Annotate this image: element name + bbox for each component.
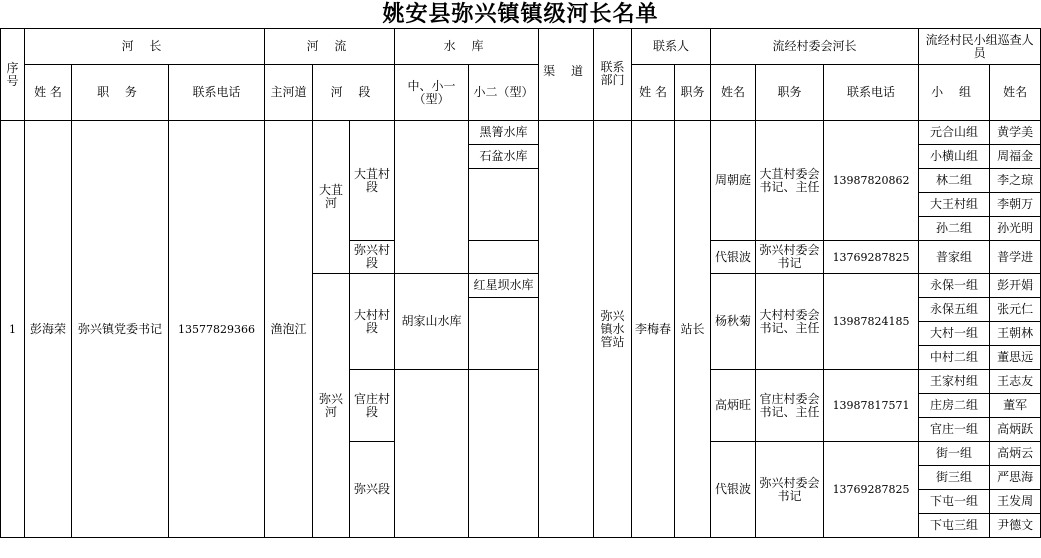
patrol-name: 高炳云 xyxy=(990,442,1041,466)
res-mid-blank-1 xyxy=(395,121,469,274)
section-guanzhuang-cell: 官庄村段 xyxy=(350,370,395,442)
contact-position-cell: 站长 xyxy=(675,121,711,538)
contact-person-header: 联系人 xyxy=(632,29,711,65)
river-chief-header: 河 长 xyxy=(25,29,265,65)
river-section-header: 河 段 xyxy=(313,65,395,121)
chief-position-cell: 弥兴镇党委书记 xyxy=(72,121,169,538)
patrol-group: 小横山组 xyxy=(919,145,990,169)
contact-position-header: 职务 xyxy=(675,65,711,121)
patrol-name: 王志友 xyxy=(990,370,1041,394)
village-chief-phone-3: 13987824185 xyxy=(824,274,919,370)
patrol-group: 官庄一组 xyxy=(919,418,990,442)
village-chief-position-5: 弥兴村委会书记 xyxy=(756,442,824,538)
patrol-name: 严思海 xyxy=(990,466,1041,490)
river-mixing-cell: 弥兴河 xyxy=(313,274,350,538)
patrol-group: 街一组 xyxy=(919,442,990,466)
patrol-group: 永保一组 xyxy=(919,274,990,298)
res-small-blank-1 xyxy=(469,169,539,241)
village-chief-phone-5: 13769287825 xyxy=(824,442,919,538)
res-small-blank-2 xyxy=(469,241,539,274)
patrol-name-header: 姓名 xyxy=(990,65,1041,121)
village-chief-position-1: 大苴村委会书记、主任 xyxy=(756,121,824,241)
patrol-name: 张元仁 xyxy=(990,298,1041,322)
res-small-blank-4 xyxy=(469,370,539,538)
patrol-name: 董思远 xyxy=(990,346,1041,370)
patrol-header: 流经村民小组巡查人员 xyxy=(919,29,1041,65)
river-dajing-cell: 大苴河 xyxy=(313,121,350,274)
village-chief-name-3: 杨秋菊 xyxy=(711,274,756,370)
contact-dept-cell: 弥兴镇水管站 xyxy=(594,121,632,538)
chief-phone-header: 联系电话 xyxy=(169,65,265,121)
patrol-group: 庄房二组 xyxy=(919,394,990,418)
river-chief-table xyxy=(0,28,1041,538)
group-header: 小 组 xyxy=(919,65,990,121)
patrol-name: 高炳跃 xyxy=(990,418,1041,442)
patrol-group: 孙二组 xyxy=(919,217,990,241)
mid-small1-header: 中、小一（型） xyxy=(395,65,469,121)
res-mid-blank-2 xyxy=(395,370,469,538)
village-chief-phone-2: 13769287825 xyxy=(824,241,919,274)
patrol-name: 王朝林 xyxy=(990,322,1041,346)
chief-position-header: 职 务 xyxy=(72,65,169,121)
village-chief-name-1: 周朝庭 xyxy=(711,121,756,241)
main-river-cell: 渔泡江 xyxy=(265,121,313,538)
village-position-header: 职务 xyxy=(756,65,824,121)
seq-header: 序号 xyxy=(1,29,25,121)
patrol-group: 下屯三组 xyxy=(919,514,990,538)
village-chief-phone-1: 13987820862 xyxy=(824,121,919,241)
contact-name-cell: 李梅春 xyxy=(632,121,675,538)
patrol-group: 大村一组 xyxy=(919,322,990,346)
patrol-name: 孙光明 xyxy=(990,217,1041,241)
canal-header: 渠 道 xyxy=(539,29,594,121)
village-chief-name-5: 代银波 xyxy=(711,442,756,538)
village-chief-name-4: 高炳旺 xyxy=(711,370,756,442)
res-small-3-cell: 红星坝水库 xyxy=(469,274,539,298)
reservoir-header: 水 库 xyxy=(395,29,539,65)
canal-cell xyxy=(539,121,594,538)
patrol-group: 大王村组 xyxy=(919,193,990,217)
section-mixing-cell: 弥兴段 xyxy=(350,442,395,538)
chief-phone-cell: 13577829366 xyxy=(169,121,265,538)
res-small-blank-3 xyxy=(469,298,539,370)
patrol-group: 永保五组 xyxy=(919,298,990,322)
patrol-group: 下屯一组 xyxy=(919,490,990,514)
village-phone-header: 联系电话 xyxy=(824,65,919,121)
village-chief-position-2: 弥兴村委会书记 xyxy=(756,241,824,274)
patrol-name: 黄学美 xyxy=(990,121,1041,145)
section-dajucun-cell: 大苴村段 xyxy=(350,121,395,241)
patrol-name: 周福金 xyxy=(990,145,1041,169)
river-flow-header: 河 流 xyxy=(265,29,395,65)
patrol-name: 尹德文 xyxy=(990,514,1041,538)
main-river-header: 主河道 xyxy=(265,65,313,121)
village-chief-position-3: 大村村委会书记、主任 xyxy=(756,274,824,370)
patrol-name: 彭开娟 xyxy=(990,274,1041,298)
patrol-group: 林二组 xyxy=(919,169,990,193)
patrol-group: 王家村组 xyxy=(919,370,990,394)
village-chief-name-2: 代银波 xyxy=(711,241,756,274)
small2-header: 小二（型） xyxy=(469,65,539,121)
patrol-name: 李朝万 xyxy=(990,193,1041,217)
page-title: 姚安县弥兴镇镇级河长名单 xyxy=(382,1,659,27)
village-chief-header: 流经村委会河长 xyxy=(711,29,919,65)
patrol-name: 李之琼 xyxy=(990,169,1041,193)
res-mid-cell: 胡家山水库 xyxy=(395,274,469,370)
patrol-group: 街三组 xyxy=(919,466,990,490)
patrol-name: 普学进 xyxy=(990,241,1041,274)
res-small-1-cell: 黑箐水库 xyxy=(469,121,539,145)
patrol-group: 普家组 xyxy=(919,241,990,274)
village-chief-phone-4: 13987817571 xyxy=(824,370,919,442)
patrol-group: 中村二组 xyxy=(919,346,990,370)
patrol-name: 董军 xyxy=(990,394,1041,418)
contact-name-header: 姓 名 xyxy=(632,65,675,121)
chief-name-header: 姓 名 xyxy=(25,65,72,121)
contact-dept-header: 联系部门 xyxy=(594,29,632,121)
section-dacun-cell: 大村村段 xyxy=(350,274,395,370)
village-name-header: 姓名 xyxy=(711,65,756,121)
village-chief-position-4: 官庄村委会书记、主任 xyxy=(756,370,824,442)
chief-name-cell: 彭海荣 xyxy=(25,121,72,538)
patrol-group: 元合山组 xyxy=(919,121,990,145)
patrol-name: 王发周 xyxy=(990,490,1041,514)
seq-cell: 1 xyxy=(1,121,25,538)
res-small-2-cell: 石盆水库 xyxy=(469,145,539,169)
section-mixingcun-cell: 弥兴村段 xyxy=(350,241,395,274)
